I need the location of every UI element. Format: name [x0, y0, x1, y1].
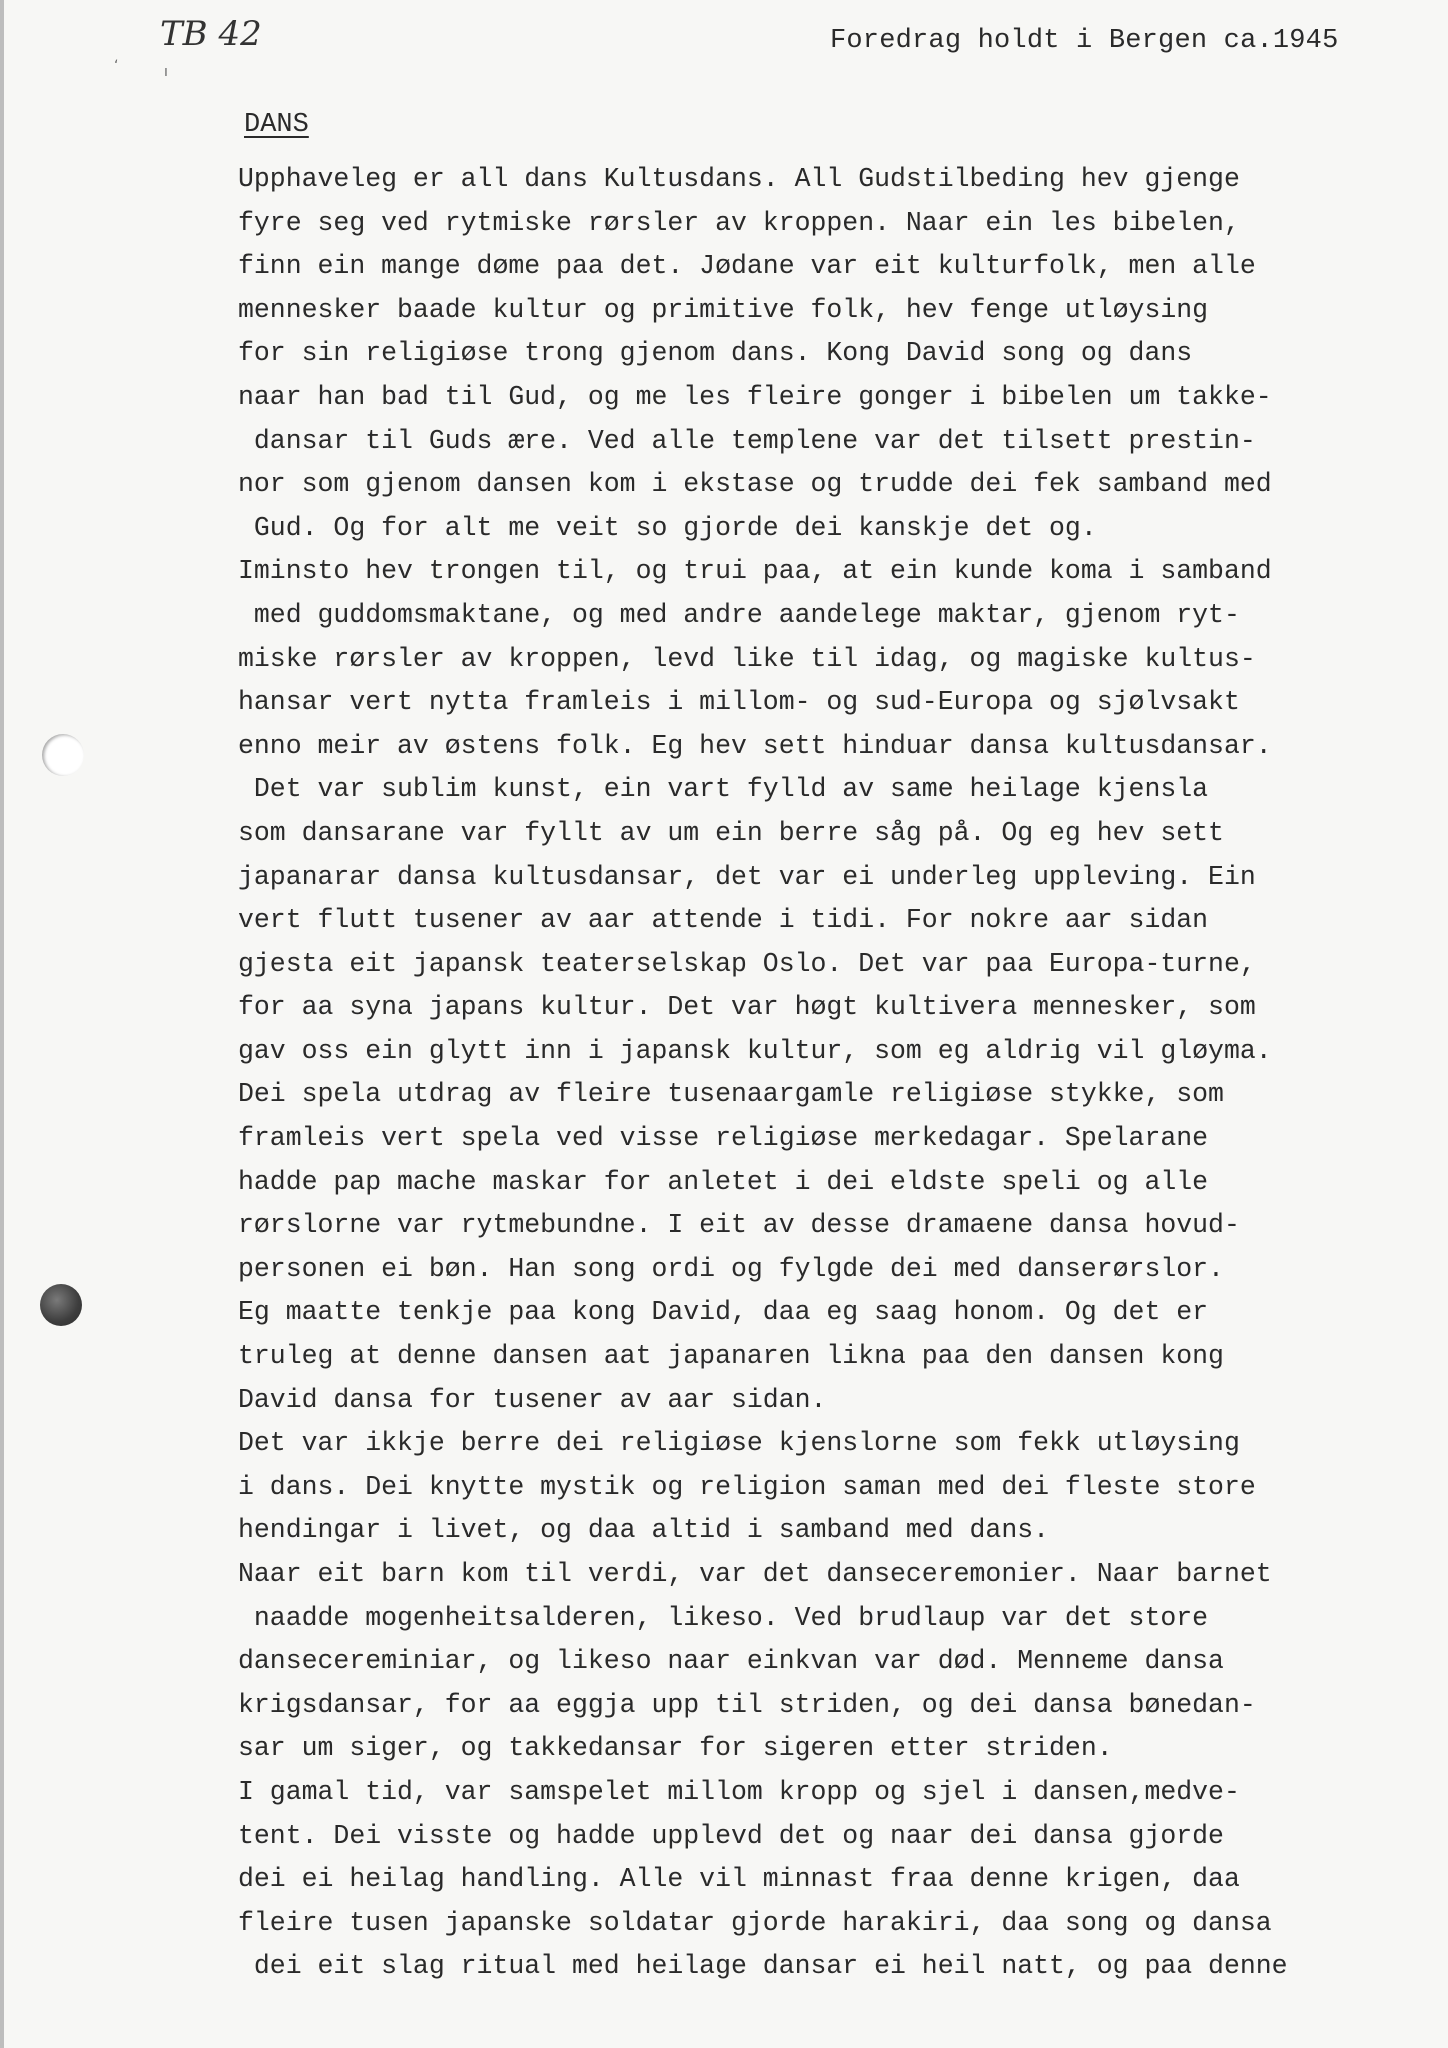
text-line: hansar vert nytta framleis i millom- og sud-Europa og sjølvsakt: [238, 687, 1240, 718]
text-line: nor som gjenom dansen kom i ekstase og trudde dei fek samband med: [238, 469, 1272, 500]
text-line: som dansarane var fyllt av um ein berre såg på. Og eg hev sett: [238, 817, 1224, 848]
text-line: krigsdansar, for aa eggja upp til striden, og dei dansa bønedan-: [238, 1689, 1256, 1720]
text-line: sar um siger, og takkedansar for sigeren etter striden.: [238, 1733, 1113, 1764]
punch-hole: [42, 734, 84, 776]
text-line: mennesker baade kultur og primitive folk, hev fenge utløysing: [238, 294, 1209, 325]
text-line: vert flutt tusener av aar attende i tidi. For nokre aar sidan: [238, 905, 1209, 936]
text-line: personen ei bøn. Han song ordi og fylgde dei med danserørslor.: [238, 1253, 1224, 1284]
archive-mark: TB 42: [160, 14, 262, 54]
page-edge: [0, 0, 4, 2048]
text-line: miske rørsler av kroppen, levd like til idag, og magiske kultus-: [238, 643, 1256, 674]
text-line: for aa syna japans kultur. Det var høgt kultivera mennesker, som: [238, 992, 1256, 1023]
text-line: I gamal tid, var samspelet millom kropp og sjel i dansen,medve-: [238, 1776, 1240, 1807]
text-line: i dans. Dei knytte mystik og religion saman med dei fleste store: [238, 1471, 1256, 1502]
text-line: dei eit slag ritual med heilage dansar ei heil natt, og paa denne: [238, 1951, 1288, 1982]
text-line: Dei spela utdrag av fleire tusenaargamle religiøse stykke, som: [238, 1079, 1224, 1110]
text-line: fyre seg ved rytmiske rørsler av kroppen. Naar ein les bibelen,: [238, 207, 1240, 238]
document-title: DANS: [244, 110, 309, 140]
text-line: for sin religiøse trong gjenom dans. Kong David song og dans: [238, 338, 1193, 369]
text-line: rørslorne var rytmebundne. I eit av desse dramaene dansa hovud-: [238, 1210, 1240, 1241]
text-line: naar han bad til Gud, og me les fleire gonger i bibelen um takke-: [238, 381, 1272, 412]
text-line: Det var sublim kunst, ein vart fylld av same heilage kjensla: [238, 774, 1209, 805]
text-line: enno meir av østens folk. Eg hev sett hinduar dansa kultusdansar.: [238, 730, 1272, 761]
text-line: hendingar i livet, og daa altid i samband med dans.: [238, 1515, 1050, 1546]
text-line: Naar eit barn kom til verdi, var det danseceremonier. Naar barnet: [238, 1559, 1272, 1589]
text-line: Eg maatte tenkje paa kong David, daa eg saag honom. Og det er: [238, 1297, 1209, 1328]
text-line: dansecereminiar, og likeso naar einkvan var død. Menneme dansa: [238, 1646, 1224, 1677]
text-line: Iminsto hev trongen til, og trui paa, at ein kunde koma i samband: [238, 556, 1272, 587]
text-line: framleis vert spela ved visse religiøse merkedagar. Spelarane: [238, 1123, 1209, 1154]
text-line: finn ein mange døme paa det. Jødane var eit kulturfolk, men alle: [238, 251, 1256, 282]
text-line: David dansa for tusener av aar sidan.: [238, 1384, 827, 1415]
clip-mark: [40, 1284, 82, 1326]
text-line: tent. Dei visste og hadde upplevd det og naar dei dansa gjorde: [238, 1820, 1224, 1851]
tick-mark: ı: [164, 64, 168, 80]
text-line: Gud. Og for alt me veit so gjorde dei kanskje det og.: [238, 512, 1097, 543]
text-line: dansar til Guds ære. Ved alle templene var det tilsett prestin-: [238, 425, 1256, 456]
text-line: gjesta eit japansk teaterselskap Oslo. Det var paa Europa-turne,: [238, 948, 1256, 979]
text-line: Upphaveleg er all dans Kultusdans. All Gudstilbeding hev gjenge: [238, 164, 1240, 194]
body-text: [238, 158, 1413, 1989]
text-line: hadde pap mache maskar for anletet i dei eldste speli og alle: [238, 1166, 1209, 1197]
text-line: truleg at denne dansen aat japanaren likna paa den dansen kong: [238, 1341, 1224, 1372]
text-line: japanarar dansa kultusdansar, det var ei underleg uppleving. Ein: [238, 861, 1256, 892]
text-line: Det var ikkje berre dei religiøse kjenslorne som fekk utløysing: [238, 1428, 1240, 1459]
text-line: dei ei heilag handling. Alle vil minnast fraa denne krigen, daa: [238, 1864, 1240, 1895]
text-line: med guddomsmaktane, og med andre aandelege maktar, gjenom ryt-: [238, 599, 1240, 630]
text-line: gav oss ein glytt inn i japansk kultur, som eg aldrig vil gløyma.: [238, 1035, 1272, 1066]
lecture-note: Foredrag holdt i Bergen ca.1945: [830, 26, 1339, 56]
text-line: fleire tusen japanske soldatar gjorde harakiri, daa song og dansa: [238, 1907, 1272, 1938]
text-line: naadde mogenheitsalderen, likeso. Ved brudlaup var det store: [238, 1602, 1209, 1633]
tick-mark: ‘: [114, 58, 119, 74]
